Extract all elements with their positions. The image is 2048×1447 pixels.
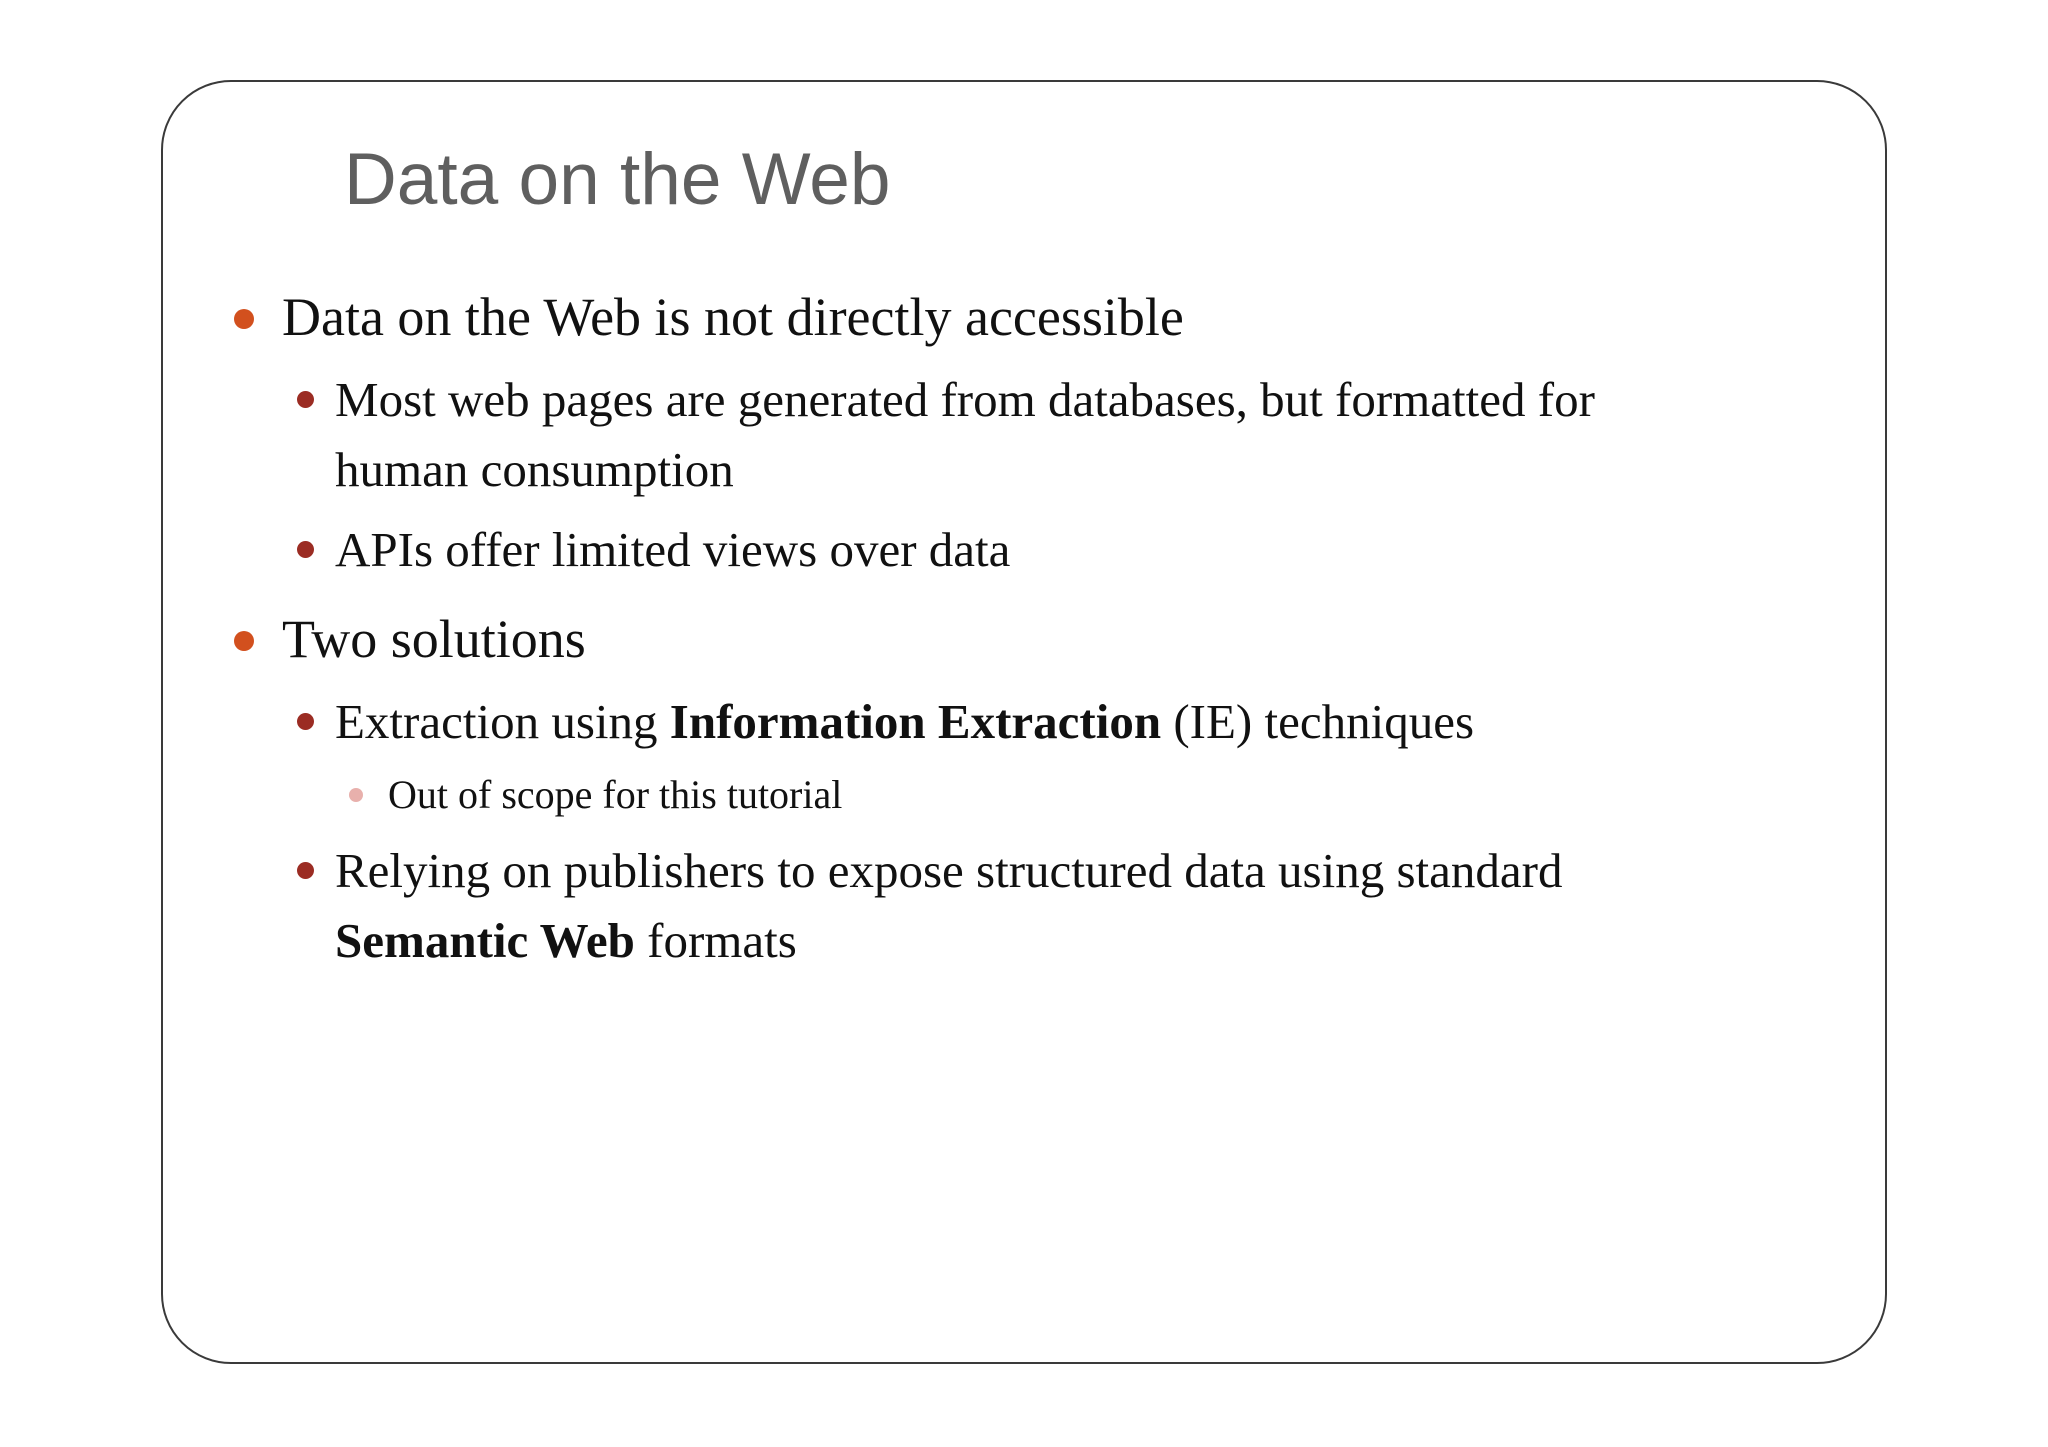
bullet-extraction bbox=[335, 687, 1474, 757]
bullet-text-line1: Relying on publishers to expose structured data using standard bbox=[335, 843, 1563, 898]
bullet-text: APIs offer limited views over data bbox=[335, 522, 1011, 577]
bullet-out-of-scope bbox=[388, 770, 842, 820]
bullet-text-pre: Extraction using bbox=[335, 694, 670, 749]
bullet-dot-icon bbox=[297, 541, 314, 558]
bullet-text-line2: human consumption bbox=[335, 442, 734, 497]
bullet-text-bold: Information Extraction bbox=[669, 694, 1162, 749]
bullet-apis bbox=[335, 515, 1010, 585]
bullet-text-line1: Most web pages are generated from databases, but formatted for bbox=[335, 372, 1595, 427]
bullet-dot-icon bbox=[234, 631, 254, 651]
bullet-text-line2 bbox=[335, 906, 1563, 976]
bullet-text-bold: Semantic Web bbox=[335, 913, 635, 968]
bullet-dot-icon bbox=[297, 391, 314, 408]
bullet-text: Out of scope for this tutorial bbox=[388, 772, 843, 817]
bullet-text bbox=[335, 687, 1474, 757]
bullet-dot-icon bbox=[297, 713, 314, 730]
bullet-dot-icon bbox=[349, 788, 363, 802]
bullet-publishers bbox=[335, 836, 1563, 976]
bullet-web-pages bbox=[335, 365, 1595, 505]
bullet-dot-icon bbox=[297, 862, 314, 879]
slide-title: Data on the Web bbox=[344, 139, 891, 220]
bullet-two-solutions bbox=[282, 604, 586, 674]
bullet-data-not-accessible bbox=[282, 282, 1184, 352]
bullet-text-post: (IE) techniques bbox=[1161, 694, 1475, 749]
bullet-dot-icon bbox=[234, 309, 254, 329]
bullet-text: Data on the Web is not directly accessible bbox=[282, 287, 1184, 347]
bullet-text-post: formats bbox=[634, 913, 797, 968]
bullet-text: Two solutions bbox=[282, 609, 586, 669]
